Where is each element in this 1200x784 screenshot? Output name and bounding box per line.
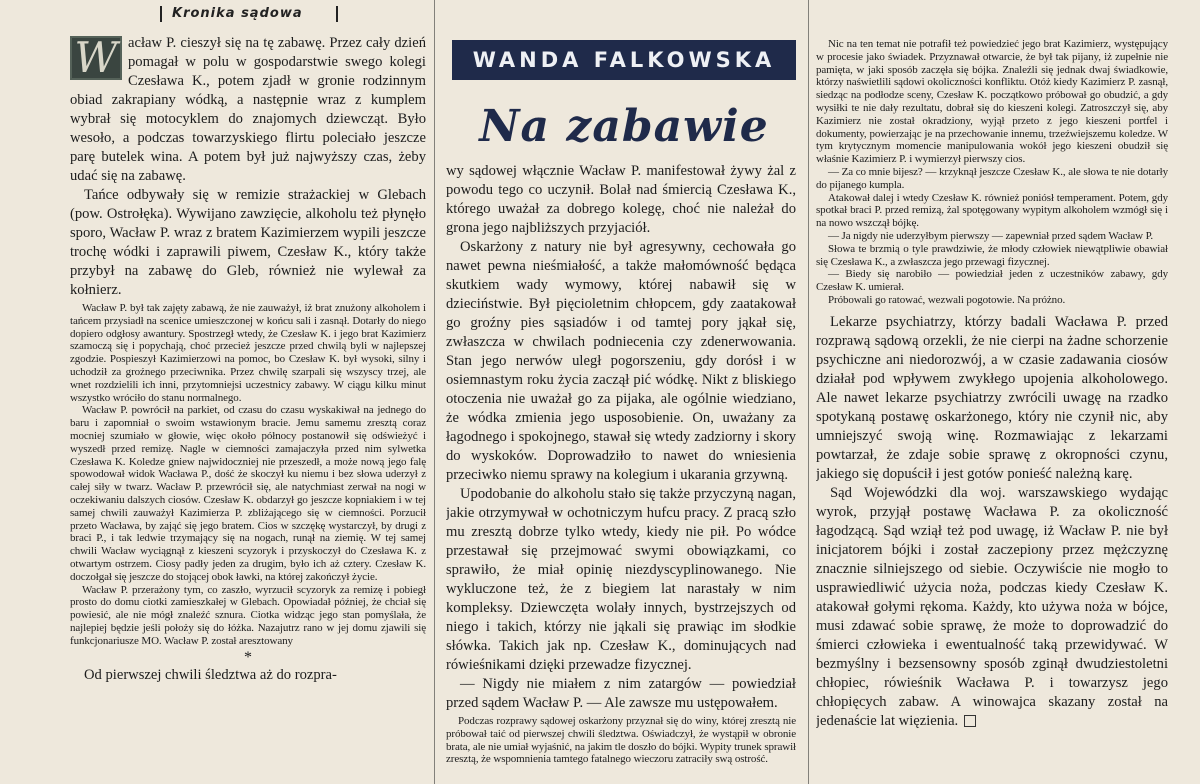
paragraph: Tańce odbywały się w remizie strażackiej w Glebach (pow. Ostrołęka). Wywijano zawzięcie, alkoholu też płynęło sporo, Wacław P. wraz z bratem Kazimierzem wypili jeszcze trochę wódki i zaprawili piwem, Czesław K., który także przybył na zabawę do Gleb, również nie wylewał za kołnierz. — [70, 187, 426, 298]
paragraph: Próbowali go ratować, wezwali pogotowie. Na próżno. — [828, 293, 1066, 306]
paragraph: Nic na ten temat nie potrafił też powiedzieć jego brat Kazimierz, występujący w procesie jako świadek. Przyznawał otwarcie, że był tak pijany, iż zupełnie nie pamięta, w jaki sposób zaczęła się bójka. Znaleźli się jednak dwaj świadkowie, którzy naświetlili sądowi okoliczności konfliktu. Otóż kiedy Kazimierz P. zasnął, siedząc na podłodze sceny, Czesław K. początkowo próbował go obudzić, a gdy wysiłki te nie dały rezultatu, dobrał się do kieszeni kolegi. Zatroszczył się, aby Kazimierz nie został okradziony, wyjął przeto z jego kieszeni portfel i dokumenty, powierzając je na przechowanie innemu, trzeźwiejszemu koledze. W tym krytycznym momencie manipulowania wokół jego kieszeni obudził się właśnie Kazimierz P. i wymierzył pierwszy cios. — [816, 38, 1168, 166]
article-column-3 — [816, 38, 1168, 784]
column-divider — [808, 0, 809, 784]
paragraph: Wacław P. przerażony tym, co zaszło, wyrzucił scyzoryk za remizę i pobiegł prosto do domu ciotki zamieszkałej w Glebach. Opowiadał później, że chciał się powiesić, ale nie mógł znaleźć sznura. Ciotka widząc jego stan pomyślała, że najlepiej będzie jeśli położy się do łóżka. Nazajutrz rano w jej domu zjawili się funkcjonariusze MO. Wacław P. został aresztowany — [70, 583, 426, 647]
article-column-2 — [446, 162, 796, 784]
paragraph: Wacław P. powrócił na parkiet, od czasu do czasu wyskakiwał na jednego do baru i zapomniał o swoim wstawionym bracie. Jemu samemu zresztą coraz mocniej szumiało w głowie, więc około północy postanowił się odświeżyć i wyszedł przed remizę. Nagle w ciemności zamajaczyła przed nim sylwetka Czesława K. Koledze gniew najwidoczniej nie przeszedł, a może nową jego falę spowodował widok Wacława P., dość że skoczył ku niemu i bez słowa uderzył z całej siły w twarz. Wacław P. przewrócił się, ale natychmiast zerwał na nogi w oczekiwaniu dalszych ciosów. Czesław K. obdarzył go jeszcze kopniakiem i w tej samej chwili zauważył Kazimierza P. zbliżającego się w ciemności. Porzucił przeto Wacława, by zająć się jego bratem. Cios w szczękę wystarczył, by drugi z braci P., i tak ledwie trzymający się na nogach, runął na ziemię. W tej samej chwili Wacław wyciągnął z kieszeni scyzoryk i przyskoczył do Czesława K. z otwartym ostrzem. Ciosy padły jeden za drugim, było ich aż cztery. Czesław K. doczołgał się jeszcze do stojącej obok ławki, na której zakończył życie. — [70, 404, 426, 583]
drop-cap: W — [70, 36, 122, 80]
paragraph: — Biedy się narobiło — powiedział jeden z uczestników zabawy, gdy Czesław K. umierał. — [816, 268, 1168, 294]
paragraph: Oskarżony z natury nie był agresywny, cechowała go nawet pewna nieśmiałość, a także małomówność będąca skutkiem wady wymowy, której nabawił się w dzieciństwie. Był pięcioletnim chłopcem, gdy zaatakował go groźny pies sąsiadów i od tamtej pory jąkał się, zwłaszcza w chwilach podniecenia czy zdenerwowania. Stan jego nerwów uległ pogorszeniu, gdy dorósł i w osiemnastym roku życia zaczął pić wódkę. Nikt z bliskiego otoczenia nie uważał go za pijaka, ale ogólnie wiedziano, że wódka zmienia jego usposobienie. On, uważany za łagodnego i spokojnego, stawał się wtedy zadziorny i skory do wyskoków. Doprowadziło to nawet do wniesienia przeciwko niemu sprawy na kolegium i ukarania grzywną. — [446, 239, 796, 483]
end-mark-icon — [964, 715, 976, 727]
author-name: WANDA FALKOWSKA — [452, 40, 796, 80]
paragraph: Atakował dalej i wtedy Czesław K. również poniósł temperament. Potem, gdy spotkał braci P. przed remizą, żal spotęgowany wypitym alkoholem wzmógł się i na nowo wszczął bójkę. — [816, 191, 1168, 230]
paragraph: Podczas rozprawy sądowej oskarżony przyznał się do winy, której zresztą nie próbował taić od pierwszej chwili śledztwa. Oświadczył, że wystąpił w obronie brata, ale nie umiał wyjaśnić, na jakim tle doszło do bójki. Wypity trunek sprawił zresztą, że wspomnienia tamtego fatalnego wieczoru zatraciły swą ostrość. — [446, 715, 796, 766]
paragraph: acław P. cieszył się na tę zabawę. Przez cały dzień pomagał w polu w gospodarstwie swego kolegi Czesława K., potem zjadł w gronie rodzinnym obiad zakrapiany wódką, a następnie wraz z kumplem wybrał się motocyklem do znajomych dziewcząt. Było wesoło, a podczas towarzyskiego flirtu poleciało jeszcze parę butelek wina. A potem był już najwyższy czas, żeby udać się na zabawę. — [70, 35, 426, 184]
paragraph: Wacław P. był tak zajęty zabawą, że nie zauważył, iż brat znużony alkoholem i tańcem przysiadł na scenice umieszczonej w końcu sali i zasnął. Dotarły do niego dopiero odgłosy awantury. Spostrzegł wtedy, że Czesław K. i jego brat Kazimierz szamoczą się i popychają, choć przecież jeszcze przed chwilą byli w najlepszej zgodzie. Pospieszył Kazimierzowi na pomoc, bo Czesław K. był wysoki, silny i uchodził za groźnego przeciwnika. Przez chwilę szarpali się wszyscy trzej, ale wnet rozdzielili ich inni, przytomniejsi uczestnicy zabawy. W ciągu kilku minut wszystko wróciło do stanu normalnego. — [70, 302, 426, 404]
paragraph-text: Sąd Wojewódzki dla woj. warszawskiego wydając wyrok, przyjął postawę Wacława P. za okoliczność łagodzącą. Sąd wziął też pod uwagę, iż Wacław P. nie był inicjatorem bójki i został zaczepiony przez mężczyznę znacznie silniejszego od siebie. Oczywiście nie mogło to usprawiedliwić użycia noża, podczas kiedy Czesław K. atakował gołymi rękoma. Każdy, kto używa noża w bójce, musi zdawać sobie sprawę, że może to doprowadzić do śmierci człowieka i ewentualność taką przewidywać. W bezmyślny i bezsensowny sposób zginął dwudziestoletni chłopiec, rówieśnik Wacława P. i towarzysz jego chłopięcych zabaw. A winowajca skazany został na jedenaście lat więzienia. — [816, 484, 1168, 729]
paragraph: Od pierwszej chwili śledztwa aż do rozpra- — [84, 666, 337, 683]
paragraph: wy sądowej włącznie Wacław P. manifestował żywy żal z powodu tego co uczynił. Bolał nad śmiercią Czesława K., którego uważał za dobrego kolegę, choć nie należał do grona jego najbliższych przyjaciół. — [446, 163, 796, 236]
paragraph: Upodobanie do alkoholu stało się także przyczyną nagan, jakie otrzymywał w ochotniczym hufcu pracy. Z pracą szło mu zresztą dobrze tylko wtedy, kiedy nie pił. Po wódce przestawał się przejmować swymi obowiązkami, co sprawiło, że miał opinię niezdyscyplinowanego. Nie wykluczone też, że z biegiem lat narastały w nim kompleksy. Dziewczęta wolały innych, bystrzejszych od niego i takich, którzy nie jąkali się prawiąc im słodkie słówka. Takich jak np. Czesław K., dominujących nad rówieśnikami dzięki przewadze fizycznej. — [446, 486, 796, 673]
section-separator: * — [244, 648, 252, 666]
paragraph: — Ja nigdy nie uderzyłbym pierwszy — zapewniał przed sądem Wacław P. — [828, 229, 1154, 242]
article-title: Na zabawie — [479, 101, 769, 152]
paragraph: — Nigdy nie miałem z nim zatargów — powiedział przed sądem Wacław P. — Ale zawsze mu ustępowałem. — [446, 676, 796, 711]
paragraph — [816, 484, 1168, 731]
paragraph: Słowa te brzmią o tyle prawdziwie, że młody człowiek niewątpliwie obawiał się Czesława K., a zwłaszcza jego przewagi fizycznej. — [816, 242, 1168, 268]
paragraph: — Za co mnie bijesz? — krzyknął jeszcze Czesław K., ale słowa te nie dotarły do pijanego kumpla. — [816, 165, 1168, 191]
article-column-1 — [70, 34, 426, 784]
column-divider — [434, 0, 435, 784]
paragraph: Lekarze psychiatrzy, którzy badali Wacława P. przed rozprawą sądową orzekli, że nie cierpi na żadne schorzenie psychiczne ani niedorozwój, a w czasie zadawania ciosów działał pod wpływem zwykłego upojenia alkoholowego. Ale nawet lekarze psychiatrzy zwrócili uwagę na rzadko spotykaną postawę oskarżonego, który nie czynił nic, aby umniejszyć swoją winę. Rozmawiając z lekarzami powtarzał, że zdaje sobie sprawę z okropności czynu, jakiego się dopuścił i jest gotów ponieść należną karę. — [816, 313, 1168, 482]
section-label: Kronika sądowa — [160, 6, 338, 22]
